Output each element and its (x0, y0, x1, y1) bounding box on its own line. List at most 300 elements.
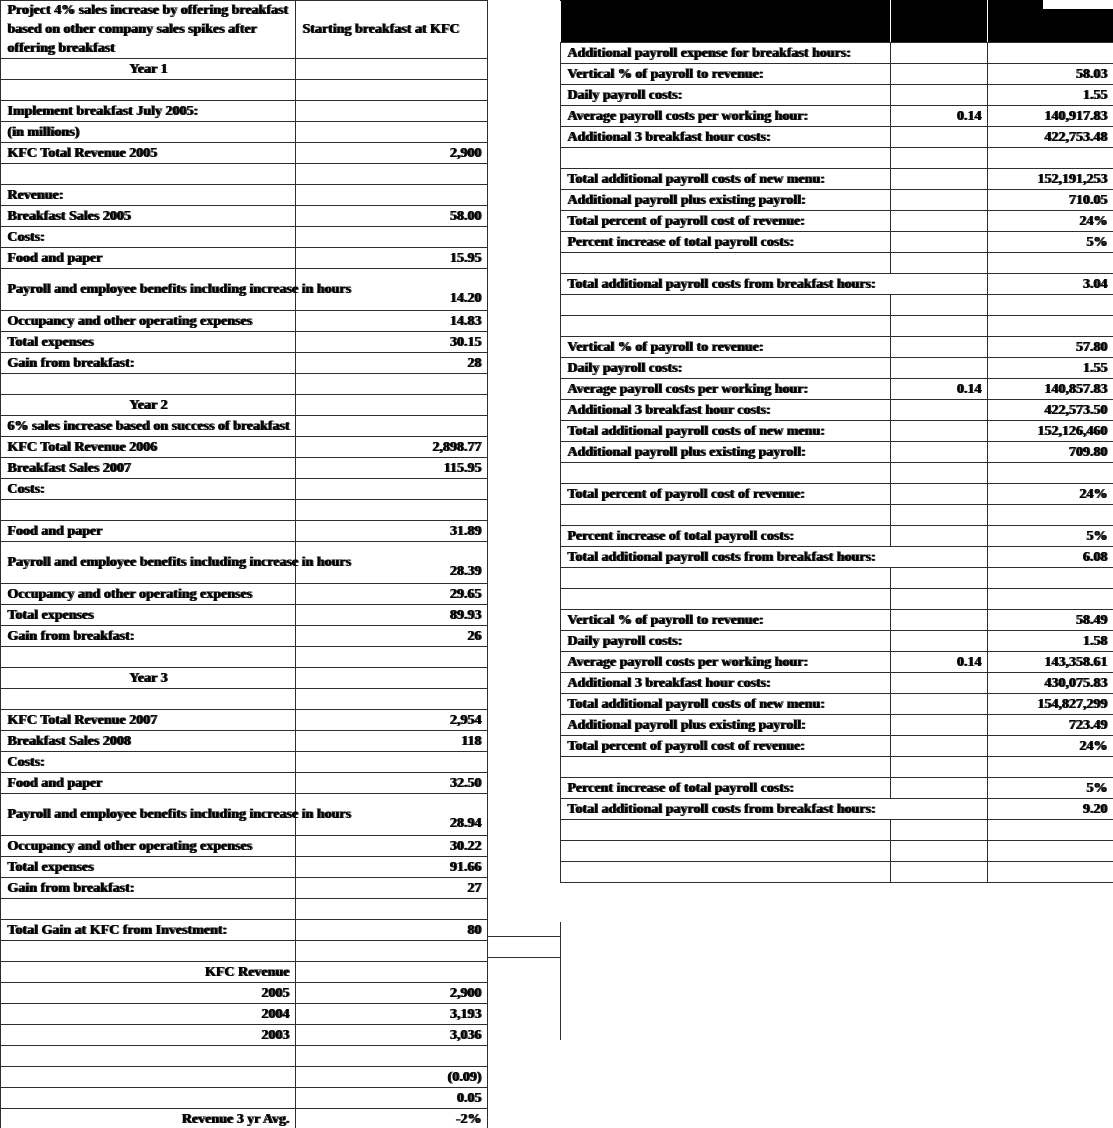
table-row (561, 568, 1113, 589)
cell-gap (488, 668, 561, 689)
cell-label: KFC Total Revenue 2006 (1, 437, 296, 458)
cell-value: 118 (296, 731, 488, 752)
table-row (561, 862, 1113, 883)
cell-label (561, 820, 891, 841)
cell-label: Vertical % of payroll to revenue: (561, 337, 891, 358)
cell-label: Occupancy and other operating expenses (1, 584, 296, 605)
cell-value: 152,191,253 (988, 169, 1113, 190)
cell-value (988, 316, 1113, 337)
table-row (1, 1, 561, 59)
table-row (561, 526, 1113, 547)
cell-mid-value (891, 127, 988, 148)
cell-label: Payroll and employee benefits including increase in hours (1, 269, 296, 311)
cell-gap (488, 206, 561, 227)
cell-label: Implement breakfast July 2005: (1, 101, 296, 122)
cell-value: 9.20 (988, 799, 1113, 820)
cell-mid-value (891, 694, 988, 715)
cell-gap (488, 962, 561, 983)
table-row (1, 899, 561, 920)
table-row (561, 820, 1113, 841)
cell-value: 143,358.61 (988, 652, 1113, 673)
cell-mid-value (891, 568, 988, 589)
cell-label: Occupancy and other operating expenses (1, 836, 296, 857)
cell-label: Average payroll costs per working hour: (561, 379, 891, 400)
cell-gap (488, 626, 561, 647)
cell-value: 1.55 (988, 85, 1113, 106)
cell-value (988, 148, 1113, 169)
table-row (1, 374, 561, 395)
cell-label: (in millions) (1, 122, 296, 143)
table-row (561, 673, 1113, 694)
table-row (561, 253, 1113, 274)
cell-label (1, 80, 296, 101)
column-border-stub (560, 922, 561, 1040)
table-row (561, 106, 1113, 127)
cell-mid-value (891, 169, 988, 190)
cell-label: Daily payroll costs: (561, 358, 891, 379)
cell-gap (488, 227, 561, 248)
cell-label: Average payroll costs per working hour: (561, 106, 891, 127)
cell-label: Additional 3 breakfast hour costs: (561, 400, 891, 421)
table-row (1, 101, 561, 122)
cell-value (296, 122, 488, 143)
cell-label: Total additional payroll costs of new menu: (561, 421, 891, 442)
cell-label (1, 689, 296, 710)
table-row (1, 1088, 561, 1109)
cell-gap (488, 1004, 561, 1025)
cell-label: Revenue 3 yr Avg. (1, 1109, 296, 1128)
cell-gap (488, 101, 561, 122)
cell-value: 154,827,299 (988, 694, 1113, 715)
cell-label: Year 2 (1, 395, 296, 416)
cell-mid-value: 0.14 (891, 652, 988, 673)
cell-value: 3,193 (296, 1004, 488, 1025)
cell-value (988, 568, 1113, 589)
projection-table-body (1, 1, 561, 1128)
cell-value: 57.80 (988, 337, 1113, 358)
cell-label (561, 757, 891, 778)
cell-mid-value (891, 673, 988, 694)
cell-gap (488, 311, 561, 332)
cell-label (1, 1088, 296, 1109)
cell-label (1, 374, 296, 395)
cell-label: Breakfast Sales 2005 (1, 206, 296, 227)
cell-value (296, 899, 488, 920)
cell-label (561, 253, 891, 274)
cell-gap (488, 857, 561, 878)
cell-value: 6.08 (988, 547, 1113, 568)
cell-value: 91.66 (296, 857, 488, 878)
table-row (1, 332, 561, 353)
cell-label (1, 941, 296, 962)
cell-gap (488, 80, 561, 101)
table-row (1, 962, 561, 983)
cell-gap (488, 395, 561, 416)
table-row (561, 505, 1113, 526)
cell-label: Total additional payroll costs of new menu: (561, 694, 891, 715)
table-row (1, 626, 561, 647)
table-row (561, 148, 1113, 169)
table-row (561, 547, 1113, 568)
cell-label: Additional payroll plus existing payroll: (561, 190, 891, 211)
cell-value (296, 101, 488, 122)
cell-value: 27 (296, 878, 488, 899)
cell-value: 58.49 (988, 610, 1113, 631)
table-row (1, 1046, 561, 1067)
cell-gap (488, 521, 561, 542)
cell-value: 140,917.83 (988, 106, 1113, 127)
cell-value: 5% (988, 778, 1113, 799)
cell-label (1, 500, 296, 521)
table-row (1, 521, 561, 542)
cell-label: Percent increase of total payroll costs: (561, 232, 891, 253)
table-row (1, 878, 561, 899)
table-row (1, 794, 561, 836)
cell-value (296, 689, 488, 710)
table-row (1, 941, 561, 962)
cell-label: Vertical % of payroll to revenue: (561, 64, 891, 85)
cell-value (296, 962, 488, 983)
cell-value (988, 757, 1113, 778)
cell-value: 28.39 (296, 542, 488, 584)
cell-gap (488, 1067, 561, 1088)
cell-value: 0.05 (296, 1088, 488, 1109)
cell-value: 14.83 (296, 311, 488, 332)
cell-gap (488, 164, 561, 185)
table-row (561, 64, 1113, 85)
cell-value (296, 647, 488, 668)
cell-mid-value (891, 757, 988, 778)
empty-cell-corner (1043, 0, 1113, 9)
table-row (1, 710, 561, 731)
cell-value: 28 (296, 353, 488, 374)
cell-label: Total additional payroll costs from breakfast hours: (561, 274, 988, 295)
cell-mid-value (891, 295, 988, 316)
table-row (1, 437, 561, 458)
cell-label (561, 148, 891, 169)
cell-value: 3.04 (988, 274, 1113, 295)
cell-value: 58.00 (296, 206, 488, 227)
table-row (1, 353, 561, 374)
cell-value: 14.20 (296, 269, 488, 311)
cell-label: Vertical % of payroll to revenue: (561, 610, 891, 631)
payroll-table (560, 42, 1113, 883)
cell-gap (488, 542, 561, 584)
table-row (1, 80, 561, 101)
cell-value: 152,126,460 (988, 421, 1113, 442)
cell-value: 28.94 (296, 794, 488, 836)
cell-label: Year 3 (1, 668, 296, 689)
cell-label: Additional payroll plus existing payroll: (561, 442, 891, 463)
cell-gap (488, 437, 561, 458)
cell-label: Total Gain at KFC from Investment: (1, 920, 296, 941)
cell-value (988, 820, 1113, 841)
cell-label (561, 316, 891, 337)
cell-value: 31.89 (296, 521, 488, 542)
cell-gap (488, 500, 561, 521)
cell-gap (488, 416, 561, 437)
cell-mid-value: 0.14 (891, 106, 988, 127)
cell-label: Total percent of payroll cost of revenue: (561, 484, 891, 505)
table-row (1, 668, 561, 689)
cell-label: Project 4% sales increase by offering breakfast based on other company sales spikes after offering breakfast (1, 1, 296, 59)
cell-gap (488, 752, 561, 773)
cell-label: Gain from breakfast: (1, 353, 296, 374)
cell-label: KFC Total Revenue 2007 (1, 710, 296, 731)
cell-value (296, 395, 488, 416)
table-row (1, 752, 561, 773)
cell-gap (488, 353, 561, 374)
table-row (561, 169, 1113, 190)
table-row (1, 479, 561, 500)
cell-label: Daily payroll costs: (561, 85, 891, 106)
cell-gap (488, 689, 561, 710)
cell-value: 5% (988, 526, 1113, 547)
table-row (1, 983, 561, 1004)
cell-mid-value (891, 148, 988, 169)
cell-value: 3,036 (296, 1025, 488, 1046)
table-row (1, 206, 561, 227)
cell-gap (488, 122, 561, 143)
cell-value: 29.65 (296, 584, 488, 605)
cell-gap (488, 332, 561, 353)
cell-value: 2,900 (296, 143, 488, 164)
cell-label: Additional 3 breakfast hour costs: (561, 127, 891, 148)
cell-value: 140,857.83 (988, 379, 1113, 400)
table-row (561, 337, 1113, 358)
cell-value (296, 227, 488, 248)
table-row (561, 778, 1113, 799)
cell-gap (488, 479, 561, 500)
cell-gap (488, 374, 561, 395)
cell-label (1, 647, 296, 668)
table-row (1, 1025, 561, 1046)
cell-value: 89.93 (296, 605, 488, 626)
cell-label: Breakfast Sales 2008 (1, 731, 296, 752)
cell-label: KFC Revenue (1, 962, 296, 983)
cell-value: 422,573.50 (988, 400, 1113, 421)
table-row (561, 274, 1113, 295)
cell-label: Costs: (1, 227, 296, 248)
cell-value: 80 (296, 920, 488, 941)
cell-gap (488, 836, 561, 857)
table-row (1, 395, 561, 416)
cell-mid-value (891, 631, 988, 652)
cell-value (988, 841, 1113, 862)
cell-mid-value (891, 484, 988, 505)
cell-value: 430,075.83 (988, 673, 1113, 694)
cell-label: KFC Total Revenue 2005 (1, 143, 296, 164)
cell-mid-value (891, 337, 988, 358)
table-row (1, 185, 561, 206)
cell-label: Year 1 (1, 59, 296, 80)
cell-gap (488, 59, 561, 80)
cell-label: Additional payroll expense for breakfast hours: (561, 43, 891, 64)
table-row (561, 484, 1113, 505)
table-row (1, 1004, 561, 1025)
cell-mid-value (891, 778, 988, 799)
table-row (1, 164, 561, 185)
cell-mid-value (891, 442, 988, 463)
cell-value: 723.49 (988, 715, 1113, 736)
cell-value: -2% (296, 1109, 488, 1128)
table-row (561, 631, 1113, 652)
cell-gap (488, 143, 561, 164)
table-row (561, 442, 1113, 463)
cell-gap (488, 248, 561, 269)
table-row (1, 584, 561, 605)
cell-label: Average payroll costs per working hour: (561, 652, 891, 673)
cell-value: 26 (296, 626, 488, 647)
cell-value (988, 43, 1113, 64)
table-row (561, 43, 1113, 64)
cell-gap (488, 1046, 561, 1067)
cell-mid-value (891, 463, 988, 484)
cell-value: 2,898.77 (296, 437, 488, 458)
table-row (561, 421, 1113, 442)
table-row (1, 458, 561, 479)
cell-label: Food and paper (1, 521, 296, 542)
cell-mid-value (891, 505, 988, 526)
cell-gap (488, 1088, 561, 1109)
cell-label: 2003 (1, 1025, 296, 1046)
cell-value: 30.15 (296, 332, 488, 353)
table-row (561, 190, 1113, 211)
table-row (1, 122, 561, 143)
cell-value: 709.80 (988, 442, 1113, 463)
cell-value (296, 185, 488, 206)
table-row (561, 652, 1113, 673)
table-row (1, 857, 561, 878)
cell-value (988, 295, 1113, 316)
cell-mid-value (891, 736, 988, 757)
cell-label: 2004 (1, 1004, 296, 1025)
cell-value (296, 59, 488, 80)
table-row (561, 589, 1113, 610)
cell-label (561, 589, 891, 610)
cell-mid-value (891, 862, 988, 883)
cell-value (296, 374, 488, 395)
table-row (1, 647, 561, 668)
table-row (1, 773, 561, 794)
cell-value: 15.95 (296, 248, 488, 269)
table-row (561, 841, 1113, 862)
cell-label (1, 1067, 296, 1088)
cell-mid-value (891, 358, 988, 379)
cell-value (296, 80, 488, 101)
cell-label: Food and paper (1, 773, 296, 794)
cell-label: Payroll and employee benefits including increase in hours (1, 542, 296, 584)
cell-mid-value (891, 610, 988, 631)
cell-gap (488, 878, 561, 899)
cell-mid-value (891, 253, 988, 274)
cell-gap (488, 1025, 561, 1046)
cell-label: Costs: (1, 752, 296, 773)
cell-value (296, 416, 488, 437)
cell-value: 1.58 (988, 631, 1113, 652)
table-row (1, 1067, 561, 1088)
table-row (561, 715, 1113, 736)
cell-value: (0.09) (296, 1067, 488, 1088)
table-row (561, 211, 1113, 232)
table-row (1, 227, 561, 248)
cell-label: Gain from breakfast: (1, 626, 296, 647)
table-row (1, 1109, 561, 1128)
cell-label (561, 568, 891, 589)
cell-label: Additional payroll plus existing payroll: (561, 715, 891, 736)
cell-gap (488, 185, 561, 206)
cell-value: 32.50 (296, 773, 488, 794)
cell-gap (488, 731, 561, 752)
cell-label: 6% sales increase based on success of breakfast (1, 416, 296, 437)
cell-label: Total percent of payroll cost of revenue: (561, 736, 891, 757)
cell-label: Breakfast Sales 2007 (1, 458, 296, 479)
cell-value (296, 668, 488, 689)
cell-gap (488, 710, 561, 731)
cell-mid-value (891, 400, 988, 421)
cell-gap (488, 773, 561, 794)
table-row (1, 248, 561, 269)
cell-gap (488, 983, 561, 1004)
cell-mid-value (891, 526, 988, 547)
cell-value (988, 505, 1113, 526)
empty-gap-cell (487, 936, 561, 958)
cell-mid-value (891, 820, 988, 841)
cell-mid-value (891, 589, 988, 610)
cell-label: Percent increase of total payroll costs: (561, 526, 891, 547)
table-row (1, 920, 561, 941)
cell-mid-value (891, 211, 988, 232)
cell-mid-value (891, 316, 988, 337)
cell-label: Total additional payroll costs of new menu: (561, 169, 891, 190)
cell-value: 24% (988, 736, 1113, 757)
cell-mid-value (891, 85, 988, 106)
cell-label (561, 295, 891, 316)
cell-value: 5% (988, 232, 1113, 253)
table-row (561, 610, 1113, 631)
cell-gap (488, 605, 561, 626)
table-row (1, 542, 561, 584)
cell-value (988, 589, 1113, 610)
cell-label: Additional 3 breakfast hour costs: (561, 673, 891, 694)
table-row (561, 736, 1113, 757)
table-row (1, 416, 561, 437)
cell-gap (488, 1, 561, 59)
cell-value: 2,954 (296, 710, 488, 731)
cell-label (561, 841, 891, 862)
cell-value: 2,900 (296, 983, 488, 1004)
cell-label (1, 1046, 296, 1067)
cell-value (296, 941, 488, 962)
cell-mid-value (891, 232, 988, 253)
table-row (561, 694, 1113, 715)
cell-label: Payroll and employee benefits including increase in hours (1, 794, 296, 836)
cell-mid-value (891, 190, 988, 211)
cell-value: 1.55 (988, 358, 1113, 379)
table-row (561, 400, 1113, 421)
cell-label: Gain from breakfast: (1, 878, 296, 899)
table-row (561, 85, 1113, 106)
table-row (561, 463, 1113, 484)
cell-mid-value (891, 715, 988, 736)
cell-label: Revenue: (1, 185, 296, 206)
cell-value (296, 500, 488, 521)
cell-label: Percent increase of total payroll costs: (561, 778, 891, 799)
payroll-table-body (561, 43, 1113, 883)
table-row (1, 605, 561, 626)
table-row (1, 59, 561, 80)
empty-region-top-right (560, 0, 1113, 42)
